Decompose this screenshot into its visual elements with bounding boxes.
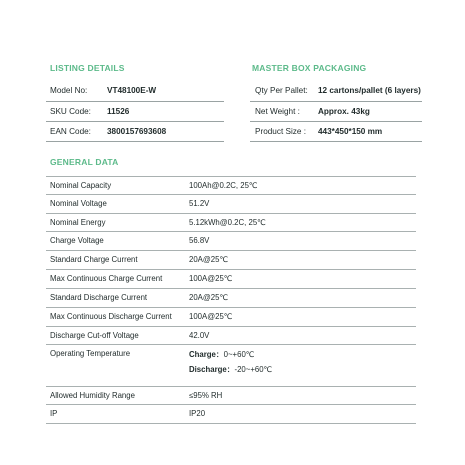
product-size-value: 443*450*150 mm (318, 127, 383, 136)
qty-per-pallet-value: 12 cartons/pallet (6 layers) (318, 86, 421, 95)
spec-value-line (189, 199, 209, 208)
qty-per-pallet-label: Qty Per Pallet: (255, 86, 308, 95)
table-row (46, 232, 416, 251)
net-weight-row (255, 107, 425, 116)
spec-value-text: 42.0V (189, 331, 210, 340)
spec-value (189, 274, 233, 287)
ean-code-row (50, 127, 220, 136)
table-row (46, 308, 416, 327)
spec-value-text: 20A@25℃ (189, 293, 229, 302)
divider (250, 141, 422, 142)
model-no-row (50, 86, 220, 95)
spec-label: Max Continuous Discharge Current (50, 312, 172, 321)
spec-label: Charge Voltage (50, 236, 104, 245)
sku-code-value: 11526 (107, 107, 130, 116)
table-row (46, 177, 416, 195)
spec-value-line (189, 293, 228, 302)
spec-value (189, 293, 228, 306)
net-weight-value: Approx. 43kg (318, 107, 370, 116)
spec-value-line (189, 331, 209, 340)
product-size-row (255, 127, 425, 136)
spec-value-line (189, 236, 209, 245)
spec-value-line (189, 218, 266, 227)
spec-label: IP (50, 409, 58, 418)
spec-label: Nominal Capacity (50, 181, 112, 190)
spec-value (189, 331, 209, 344)
spec-value-text: 100A@25℃ (189, 274, 233, 283)
model-no-label: Model No: (50, 86, 88, 95)
spec-value-text: 100Ah@0.2C, 25℃ (189, 181, 258, 190)
spec-value (189, 409, 205, 422)
sku-code-label: SKU Code: (50, 107, 91, 116)
spec-value-text: 0~+60℃ (223, 350, 255, 359)
general-data-table (46, 176, 416, 424)
spec-value-line (189, 409, 205, 418)
divider (250, 121, 422, 122)
spec-label: Nominal Energy (50, 218, 106, 227)
model-no-value: VT48100E-W (107, 86, 157, 95)
spec-value-text: 56.8V (189, 236, 210, 245)
spec-value (189, 255, 228, 268)
sku-code-row (50, 107, 220, 116)
divider (46, 121, 224, 122)
spec-value (189, 218, 266, 231)
table-row (46, 405, 416, 424)
spec-value-line (189, 181, 258, 190)
ean-code-label: EAN Code: (50, 127, 91, 136)
spec-value-text: ≤95% RH (189, 391, 223, 400)
general-data-rows (46, 177, 416, 424)
table-row (46, 345, 416, 387)
spec-value-prefix: Discharge： (189, 365, 235, 374)
spec-value-text: IP20 (189, 409, 206, 418)
table-row (46, 289, 416, 308)
spec-value (189, 391, 222, 404)
spec-value-line (189, 312, 233, 321)
spec-value-text: 20A@25℃ (189, 255, 229, 264)
table-row (46, 214, 416, 232)
spec-value-line (189, 274, 233, 283)
spec-value-text: 100A@25℃ (189, 312, 233, 321)
spec-value-line (189, 391, 222, 400)
divider (46, 101, 224, 102)
table-row (46, 327, 416, 345)
spec-value (189, 181, 258, 194)
spec-label: Max Continuous Charge Current (50, 274, 163, 283)
spec-value-prefix: Charge： (189, 350, 224, 359)
ean-code-value: 3800157693608 (107, 127, 167, 136)
spec-label: Operating Temperature (50, 349, 131, 358)
spec-value (189, 236, 209, 249)
table-row (46, 195, 416, 214)
spec-label: Discharge Cut-off Voltage (50, 331, 139, 340)
divider (46, 141, 224, 142)
spec-value-text: -20~+60℃ (234, 365, 273, 374)
divider (250, 101, 422, 102)
table-row (46, 387, 416, 405)
spec-value-line (189, 364, 272, 375)
spec-value-text: 51.2V (189, 199, 210, 208)
spec-value (189, 312, 233, 325)
spec-value-line (189, 349, 272, 360)
spec-label: Nominal Voltage (50, 199, 107, 208)
product-size-label: Product Size : (255, 127, 306, 136)
spec-value (189, 349, 272, 379)
spec-value-line (189, 255, 228, 264)
table-row (46, 251, 416, 270)
spec-label: Standard Charge Current (50, 255, 138, 264)
spec-value-text: 5.12kWh@0.2C, 25℃ (189, 218, 266, 227)
master-box-packaging-heading: MASTER BOX PACKAGING (252, 63, 367, 73)
table-row (46, 270, 416, 289)
qty-per-pallet-row (255, 86, 425, 95)
general-data-heading: GENERAL DATA (50, 157, 119, 167)
listing-details-heading: LISTING DETAILS (50, 63, 125, 73)
spec-label: Allowed Humidity Range (50, 391, 135, 400)
spec-label: Standard Discharge Current (50, 293, 148, 302)
spec-value (189, 199, 209, 212)
net-weight-label: Net Weight : (255, 107, 300, 116)
